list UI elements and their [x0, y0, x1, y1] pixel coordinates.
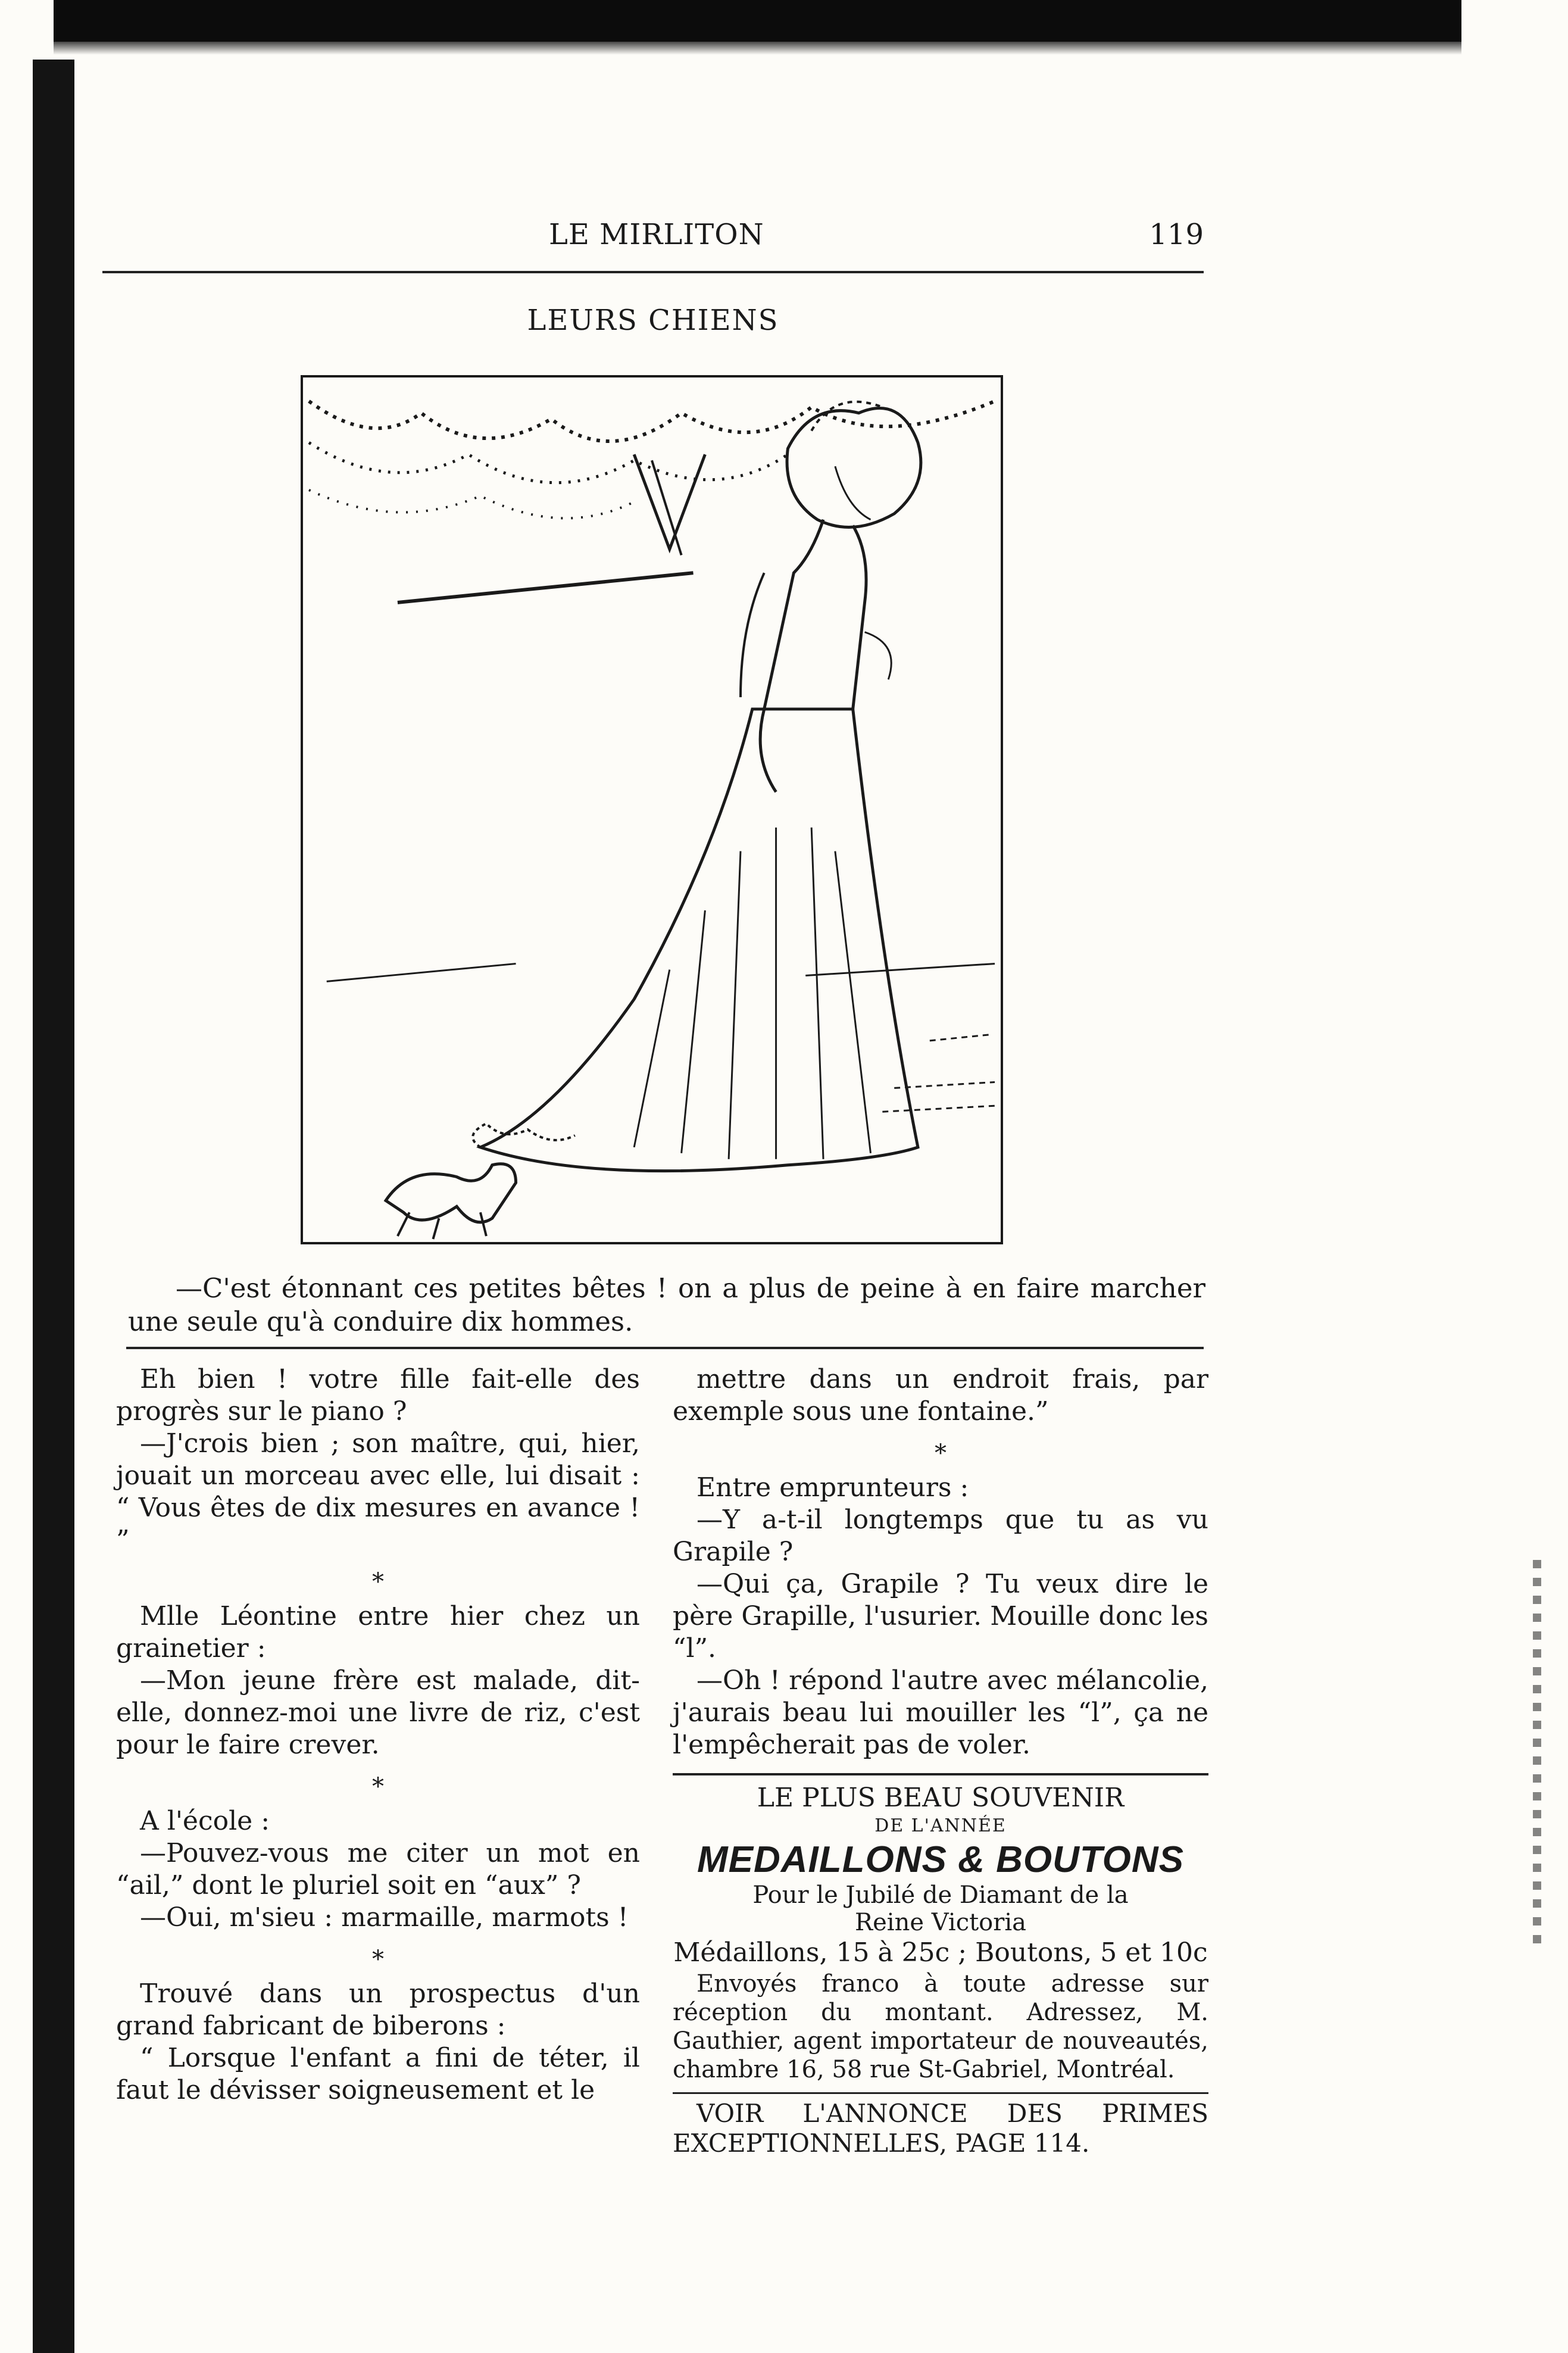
- text-paragraph: —J'crois bien ; son maître, qui, hier, jouait un morceau avec elle, lui disait : “ Vous êtes de dix mesures en avance ! ”: [116, 1428, 640, 1555]
- text-paragraph: “ Lorsque l'enfant a fini de téter, il faut le dévisser soigneusement et le: [116, 2043, 640, 2105]
- page-header: [102, 218, 1204, 260]
- text-paragraph: —Qui ça, Grapile ? Tu veux dire le père Grapille, l'usurier. Mouille donc les “l”.: [673, 1569, 1208, 1664]
- running-title: LE MIRLITON: [549, 218, 764, 251]
- advertisement-rule-top: [673, 1773, 1208, 1775]
- advertisement: [673, 1783, 1208, 2158]
- text-paragraph: A l'école :: [140, 1806, 270, 1836]
- advertisement-rule-bottom: [673, 2092, 1208, 2094]
- caption-rule: [126, 1347, 1204, 1349]
- illustration-woman-with-dog: [301, 375, 1003, 1244]
- scan-right-margin-marks: [1533, 1560, 1541, 1947]
- article-title: LEURS CHIENS: [527, 304, 779, 337]
- section-separator-star: *: [372, 1568, 384, 1596]
- text-paragraph: Trouvé dans un prospectus d'un grand fabricant de biberons :: [116, 1978, 640, 2041]
- text-paragraph: Entre emprunteurs :: [696, 1472, 969, 1503]
- scan-left-border: [33, 60, 74, 2353]
- text-paragraph: Mlle Léontine entre hier chez un grainetier :: [116, 1601, 640, 1664]
- text-paragraph: Eh bien ! votre fille fait-elle des progrès sur le piano ?: [116, 1364, 640, 1427]
- illustration-caption: —C'est étonnant ces petites bêtes ! on a plus de peine à en faire marcher une seule qu'à conduire dix hommes.: [128, 1272, 1205, 1337]
- ad-body: Envoyés franco à toute adresse sur réception du montant. Adressez, M. Gauthier, agent importateur de nouveautés, chambre 16, 58 rue St-Gabriel, Montréal.: [673, 1970, 1208, 2083]
- text-paragraph: mettre dans un endroit frais, par exemple sous une fontaine.”: [673, 1364, 1208, 1427]
- right-column: [673, 1363, 1208, 2158]
- ad-heading: LE PLUS BEAU SOUVENIR: [757, 1783, 1125, 1813]
- left-column: [116, 1363, 640, 2107]
- header-rule: [102, 271, 1204, 273]
- text-paragraph: —Pouvez-vous me citer un mot en “ail,” dont le pluriel soit en “aux” ?: [116, 1838, 640, 1901]
- right-column-jokes: [673, 1363, 1208, 1761]
- scan-top-border: [54, 0, 1461, 42]
- ad-occasion-name: Reine Victoria: [854, 1909, 1027, 1936]
- text-paragraph: —Mon jeune frère est malade, dit-elle, donnez-moi une livre de riz, c'est pour le faire crever.: [116, 1665, 640, 1760]
- text-paragraph: —Oh ! répond l'autre avec mélancolie, j'aurais beau lui mouiller les “l”, ça ne l'empêcherait pas de voler.: [673, 1665, 1208, 1760]
- ad-prices: Médaillons, 15 à 25c ; Boutons, 5 et 10c: [673, 1937, 1208, 1968]
- section-separator-star: *: [935, 1440, 947, 1467]
- ad-note: VOIR L'ANNONCE DES PRIMES EXCEPTIONNELLES, PAGE 114.: [673, 2099, 1208, 2158]
- text-paragraph: —Y a-t-il longtemps que tu as vu Grapile ?: [673, 1505, 1208, 1567]
- page-number: 119: [1149, 218, 1204, 251]
- section-separator-star: *: [372, 1773, 384, 1800]
- illustration-drawing: [303, 377, 1001, 1242]
- ad-subheading: DE L'ANNÉE: [874, 1815, 1007, 1836]
- ad-headline: MEDAILLONS & BOUTONS: [697, 1839, 1184, 1880]
- text-paragraph: —Oui, m'sieu : marmaille, marmots !: [140, 1902, 629, 1933]
- section-separator-star: *: [372, 1946, 384, 1973]
- ad-occasion: Pour le Jubilé de Diamant de la: [752, 1881, 1129, 1909]
